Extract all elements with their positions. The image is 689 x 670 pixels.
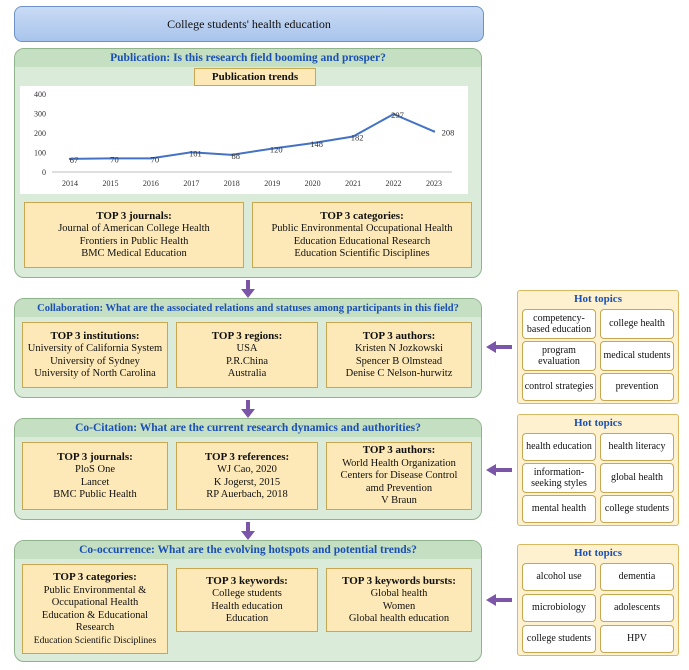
collab-region-item: Australia <box>227 368 267 379</box>
cocit-reference-item: RP Auerbach, 2018 <box>206 489 288 500</box>
collab-authors-title: TOP 3 authors: <box>362 329 436 342</box>
pub-journal-item: Frontiers in Public Health <box>79 235 189 247</box>
pub-journals-box <box>24 202 244 268</box>
collab-institutions-title: TOP 3 institutions: <box>50 329 140 342</box>
hot-topic-chip: global health <box>600 463 674 493</box>
cocit-author-item: amd Prevention <box>365 482 433 494</box>
collab-region-item: P.R.China <box>225 355 268 367</box>
down-arrow-icon <box>240 522 256 540</box>
hot-topic-chip: information-seeking styles <box>522 463 596 493</box>
cocit-journal-item: BMC Public Health <box>53 489 137 500</box>
data-label: 148 <box>310 139 324 150</box>
data-label: 70 <box>110 154 119 165</box>
cocit-author-item: V Braun <box>381 495 417 507</box>
data-label: 67 <box>69 154 79 165</box>
cooc-bursts-title: TOP 3 keywords bursts: <box>342 574 456 587</box>
left-arrow-icon <box>486 341 512 353</box>
hot-topics-title: Hot topics <box>574 293 622 305</box>
pub-categories-title: TOP 3 categories: <box>320 209 404 222</box>
cocit-journals-title: TOP 3 journals: <box>57 450 133 463</box>
down-arrow-icon <box>240 400 256 418</box>
cooc-categories-title: TOP 3 categories: <box>53 571 137 583</box>
publication-heading: Publication: Is this research field booming and prosper? <box>15 49 481 67</box>
hot-topic-chip: dementia <box>600 563 674 591</box>
cocit-reference-item: WJ Cao, 2020 <box>217 464 277 475</box>
diagram-title: College students' health education <box>14 6 484 42</box>
left-arrow-icon <box>486 594 512 606</box>
data-label: 297 <box>391 110 404 121</box>
hot-topics-title: Hot topics <box>574 417 622 429</box>
cooc-keywords-box <box>176 568 318 632</box>
cocit-references-box <box>176 442 318 510</box>
hot-topics-panel <box>517 290 679 404</box>
data-label: 120 <box>269 144 283 155</box>
down-arrow-icon <box>240 280 256 298</box>
cooc-category-item: Public Environmental & <box>43 584 147 596</box>
cocit-author-item: World Health Organization <box>342 457 456 469</box>
pub-journal-item: Journal of American College Health <box>58 223 210 234</box>
hot-topics-panel <box>517 544 679 656</box>
hot-topic-chip: microbiology <box>522 594 596 622</box>
hot-topic-chip: control strategies <box>522 373 596 401</box>
series-line <box>70 114 434 159</box>
hot-topic-chip: competency-based education <box>522 309 596 339</box>
data-label: 70 <box>150 154 160 165</box>
pub-category-item: Public Environmental Occupational Health <box>271 223 453 234</box>
chart-title: Publication trends <box>194 68 316 86</box>
hot-topic-chip: program evaluation <box>522 341 596 371</box>
cocit-author-item: Centers for Disease Control <box>340 470 458 482</box>
hot-topic-chip: college health <box>600 309 674 339</box>
hot-topic-chip: medical students <box>600 341 674 371</box>
x-tick-label: 2022 <box>385 179 402 188</box>
hot-topic-chip: college students <box>522 625 596 653</box>
hot-topic-chip: adolescents <box>600 594 674 622</box>
collab-region-item: USA <box>236 343 258 354</box>
x-tick-label: 2015 <box>102 179 119 188</box>
collab-institution-item: University of California System <box>27 343 163 354</box>
cooc-keyword-item: Education <box>225 613 269 624</box>
collab-regions-box <box>176 322 318 388</box>
hot-topic-chip: alcohol use <box>522 563 596 591</box>
collab-author-item: Denise C Nelson-hurwitz <box>345 368 453 379</box>
cooc-category-item: Education Scientific Disciplines <box>33 635 157 646</box>
cocit-journal-item: Lancet <box>80 476 110 488</box>
collab-institutions-box <box>22 322 168 388</box>
data-label: 182 <box>350 132 364 143</box>
collab-author-item: Spencer B Olmstead <box>355 355 443 367</box>
x-tick-label: 2016 <box>142 179 159 188</box>
y-tick-label: 100 <box>34 148 46 158</box>
pub-category-item: Education Scientific Disciplines <box>294 248 430 259</box>
cooc-keyword-item: Health education <box>211 600 283 612</box>
collab-author-item: Kristen N Jozkowski <box>354 343 444 354</box>
y-tick-label: 400 <box>34 90 46 99</box>
cooc-bursts-box <box>326 568 472 632</box>
cocit-references-title: TOP 3 references: <box>204 450 290 463</box>
y-tick-label: 300 <box>34 109 46 119</box>
left-arrow-icon <box>486 464 512 476</box>
pub-journals-title: TOP 3 journals: <box>96 209 172 222</box>
data-label: 208 <box>441 127 455 138</box>
cocit-journal-item: PloS One <box>75 464 115 475</box>
x-tick-label: 2023 <box>426 179 442 188</box>
publication-chart <box>20 86 468 194</box>
hot-topics-title: Hot topics <box>574 547 622 559</box>
x-tick-label: 2021 <box>345 179 362 188</box>
collab-institution-item: University of Sydney <box>50 355 140 367</box>
collaboration-heading: Collaboration: What are the associated relations and statuses among participants in this field? <box>15 299 481 317</box>
cooc-category-item: Education & Educational <box>41 609 149 621</box>
collab-institution-item: University of North Carolina <box>34 368 156 379</box>
hot-topic-chip: health education <box>522 433 596 461</box>
cooc-burst-item: Global health education <box>348 613 450 624</box>
pub-journal-item: BMC Medical Education <box>81 248 187 259</box>
collab-authors-box <box>326 322 472 388</box>
cooc-burst-item: Women <box>382 600 416 612</box>
hot-topic-chip: prevention <box>600 373 674 401</box>
hot-topic-chip: mental health <box>522 495 596 523</box>
cooc-burst-item: Global health <box>370 588 428 599</box>
cooc-keyword-item: College students <box>212 588 282 599</box>
cocit-authors-box <box>326 442 472 510</box>
cocit-authors-title: TOP 3 authors: <box>362 444 436 457</box>
cooc-keywords-title: TOP 3 keywords: <box>206 574 288 587</box>
x-tick-label: 2018 <box>223 179 240 188</box>
x-tick-label: 2017 <box>183 179 200 188</box>
hot-topic-chip: HPV <box>600 625 674 653</box>
x-tick-label: 2014 <box>62 179 78 188</box>
cooccurrence-heading: Co-occurrence: What are the evolving hotspots and potential trends? <box>15 541 481 559</box>
cocit-reference-item: K Jogerst, 2015 <box>213 476 281 488</box>
collab-regions-title: TOP 3 regions: <box>211 329 283 342</box>
cocitation-heading: Co-Citation: What are the current research dynamics and authorities? <box>15 419 481 437</box>
hot-topic-chip: health literacy <box>600 433 674 461</box>
data-point <box>433 130 435 132</box>
cooc-categories-box <box>22 564 168 654</box>
y-tick-label: 200 <box>34 129 46 138</box>
data-label: 88 <box>231 150 241 161</box>
cooc-category-item: Research <box>75 622 115 633</box>
y-tick-label: 0 <box>42 168 46 177</box>
pub-category-item: Education Educational Research <box>293 235 431 247</box>
data-label: 101 <box>188 148 202 159</box>
cooc-category-item: Occupational Health <box>51 597 139 608</box>
publication-chart-svg <box>20 86 468 194</box>
pub-categories-box <box>252 202 472 268</box>
x-tick-label: 2020 <box>304 179 321 188</box>
x-tick-label: 2019 <box>264 179 281 188</box>
hot-topics-panel <box>517 414 679 526</box>
hot-topic-chip: college students <box>600 495 674 523</box>
cocit-journals-box <box>22 442 168 510</box>
